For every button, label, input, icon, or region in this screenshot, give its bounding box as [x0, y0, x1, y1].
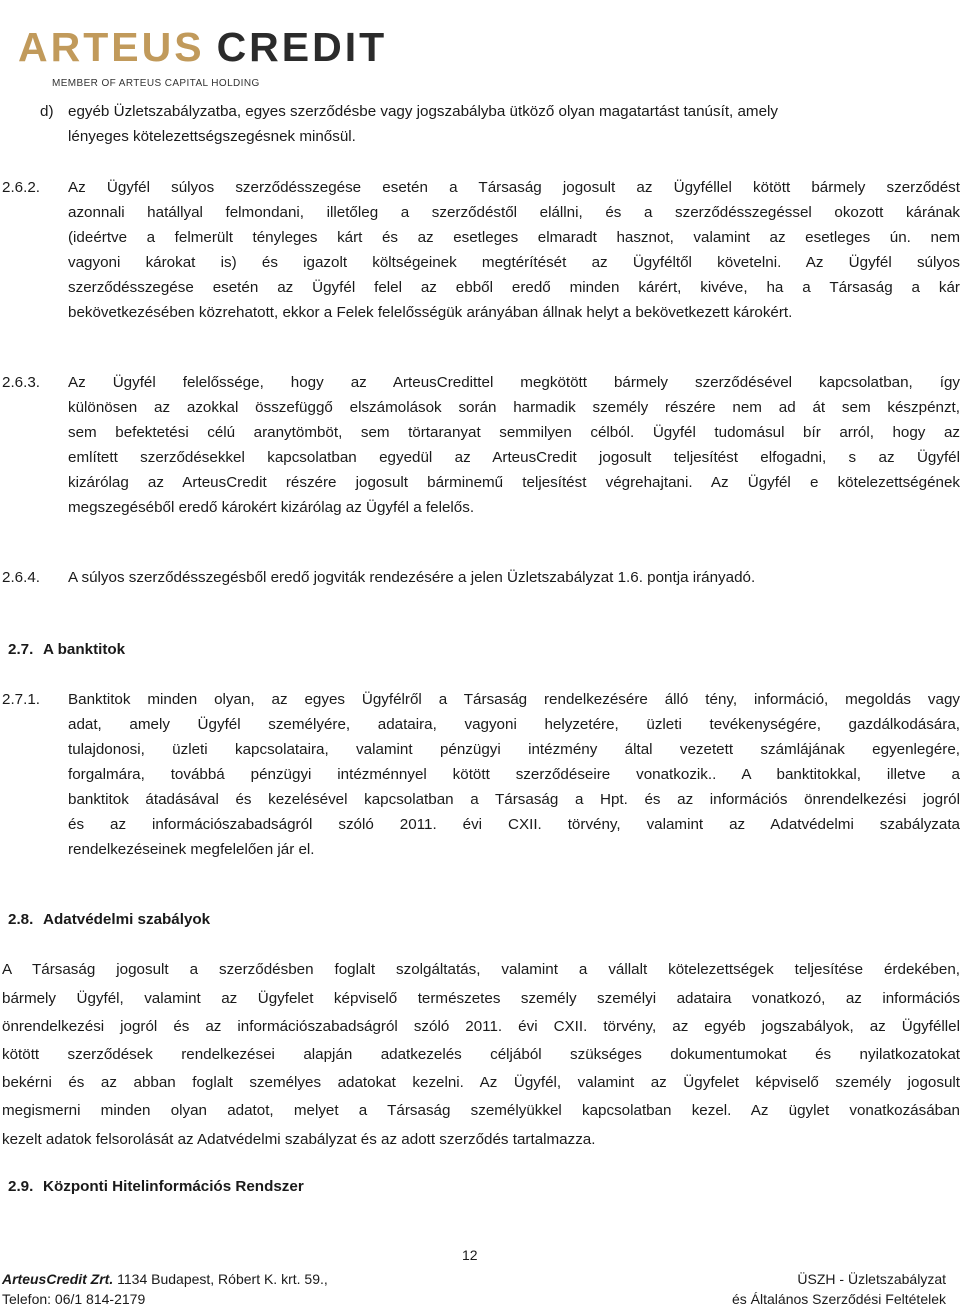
page-number: 12: [462, 1247, 478, 1263]
section-2-8-line-1: A Társaság jogosult a szerződésben foglalt szolgáltatás, valamint a vállalt kötelezettségek teljesítése érdekében,: [2, 961, 960, 978]
section-2-8-line-2: bármely Ügyfél, valamint az Ügyfelet képviselő természetes személy személyi adataira vonatkozó, az információs: [2, 990, 960, 1007]
section-2-6-2-line-4: vagyoni károkat is) és igazolt költségeinek megtérítését az Ügyféltől követelni. Az Ügyfél súlyos: [68, 254, 960, 271]
section-2-6-3-number: 2.6.3.: [2, 374, 40, 391]
heading-2-8-title: Adatvédelmi szabályok: [43, 911, 211, 928]
section-2-6-4-text: A súlyos szerződésszegésből eredő jogviták rendezésére a jelen Üzletszabályzat 1.6. pontja irányadó.: [68, 569, 756, 586]
section-2-6-3-line-5: kizárólag az ArteusCredit részére jogosult bárminemű teljesítést végrehajtani. Az Ügyfél e kötelezettségének: [68, 474, 960, 491]
item-d-marker: d): [40, 103, 54, 120]
heading-2-7-number: 2.7.: [8, 641, 34, 658]
heading-2-9-number: 2.9.: [8, 1178, 34, 1195]
section-2-6-2-line-1: Az Ügyfél súlyos szerződésszegése esetén a Társaság jogosult az Ügyféllel kötött bármely szerződést: [68, 179, 960, 196]
section-2-7-1-line-2: adat, amely Ügyfél személyére, adataira, vagyoni helyzetére, üzleti tevékenységére, gazdálkodására,: [68, 716, 960, 733]
logo-part-arteus: ARTEUS: [18, 24, 205, 70]
section-2-8-line-7: kezelt adatok felsorolását az Adatvédelmi szabályzat és az adott szerződés tartalmazza.: [2, 1131, 596, 1148]
section-2-6-2-line-6: bekövetkezésében közrehatott, ekkor a Felek felelősségük arányában állnak helyt a bekövetkezett károkért.: [68, 304, 793, 321]
section-2-8-line-6: megismerni minden olyan adatot, melyet a Társaság személyükkel kapcsolatban kezel. Az ügylet vonatkozásában: [2, 1102, 960, 1119]
logo-part-credit: CREDIT: [216, 24, 388, 70]
section-2-7-1-line-3: tulajdonosi, üzleti kapcsolataira, valamint pénzügyi intézmény által vezetett számlájának egyenlegére,: [68, 741, 960, 758]
company-logo: [18, 22, 388, 98]
footer-document-title-2: és Általános Szerződési Feltételek: [732, 1291, 946, 1307]
section-2-7-1-number: 2.7.1.: [2, 691, 40, 708]
logo-member-text: MEMBER OF ARTEUS CAPITAL HOLDING: [52, 78, 260, 89]
logo-wordmark: [18, 22, 387, 72]
footer-company-name: ArteusCredit Zrt.: [2, 1271, 114, 1287]
heading-2-8-number: 2.8.: [8, 911, 34, 928]
section-2-6-2-line-3: (ideértve a felmerült tényleges kárt és az esetleges elmaradt hasznot, valamint az esetleges ún. nem: [68, 229, 960, 246]
section-2-8-line-4: kötött szerződések rendelkezései alapján adatkezelés céljából szükséges dokumentumokat és nyilatkozatokat: [2, 1046, 960, 1063]
section-2-6-3-line-4: említett szerződésekkel kapcsolatban egyedül az ArteusCredit jogosult teljesítést elfogadni, s az Ügyfél: [68, 449, 960, 466]
section-2-6-4-number: 2.6.4.: [2, 569, 40, 586]
footer-address: 1134 Budapest, Róbert K. krt. 59.,: [117, 1271, 328, 1287]
section-2-6-2-number: 2.6.2.: [2, 179, 40, 196]
section-2-6-3-line-2: különösen az azokkal összefüggő elszámolások során harmadik személy részére nem ad át sem készpénzt,: [68, 399, 960, 416]
section-2-7-1-line-4: forgalmára, továbbá pénzügyi intézménnyel kötött szerződéseire vonatkozik.. A banktitokkal, illetve a: [68, 766, 960, 783]
section-2-7-1-line-7: rendelkezéseinek megfelelően jár el.: [68, 841, 315, 858]
footer-document-title-1: ÜSZH - Üzletszabályzat: [797, 1271, 946, 1287]
section-2-7-1-line-5: banktitok átadásával és kezelésével kapcsolatban a Társaság a Hpt. és az információs önrendelkezési jogról: [68, 791, 960, 808]
footer-phone: Telefon: 06/1 814-2179: [2, 1291, 146, 1307]
section-2-6-2-line-2: azonnali hatállyal felmondani, illetőleg a szerződéstől elállni, és a szerződésszegéssel okozott kárának: [68, 204, 960, 221]
section-2-7-1-line-1: Banktitok minden olyan, az egyes Ügyfélről a Társaság rendelkezésére álló tény, információ, megoldás vagy: [68, 691, 960, 708]
item-d-line-2: lényeges kötelezettségszegésnek minősül.: [68, 128, 356, 145]
section-2-6-3-line-6: megszegéséből eredő károkért kizárólag az Ügyfél a felelős.: [68, 499, 475, 516]
section-2-6-2-line-5: szerződésszegése esetén az Ügyfél felel az ebből eredő minden kárért, kivéve, ha a Társaság a kár: [68, 279, 960, 296]
section-2-8-line-5: bekérni és az abban foglalt személyes adatokat kezelni. Az Ügyfél, valamint az Ügyfelet képviselő személy jogosult: [2, 1074, 960, 1091]
footer-company-line: [2, 1270, 328, 1288]
item-d-line-1: egyéb Üzletszabályzatba, egyes szerződésbe vagy jogszabályba ütköző olyan magatartást tanúsít, amely: [68, 103, 778, 120]
section-2-6-3-line-3: sem befektetési célú aranytömböt, sem törtaranyat semmilyen célból. Ügyfél tudomásul bír arról, hogy az: [68, 424, 960, 441]
section-2-6-3-line-1: Az Ügyfél felelőssége, hogy az ArteusCredittel megkötött bármely szerződésével kapcsolatban, így: [68, 374, 960, 391]
section-2-7-1-line-6: és az információszabadságról szóló 2011. évi CXII. törvény, valamint az Adatvédelmi szabályzata: [68, 816, 960, 833]
section-2-8-line-3: önrendelkezési jogról és az információszabadságról szóló 2011. évi CXII. törvény, az egyéb jogszabályok, az Ügyféllel: [2, 1018, 960, 1035]
heading-2-9-title: Központi Hitelinformációs Rendszer: [43, 1178, 304, 1195]
heading-2-7-title: A banktitok: [43, 641, 126, 658]
